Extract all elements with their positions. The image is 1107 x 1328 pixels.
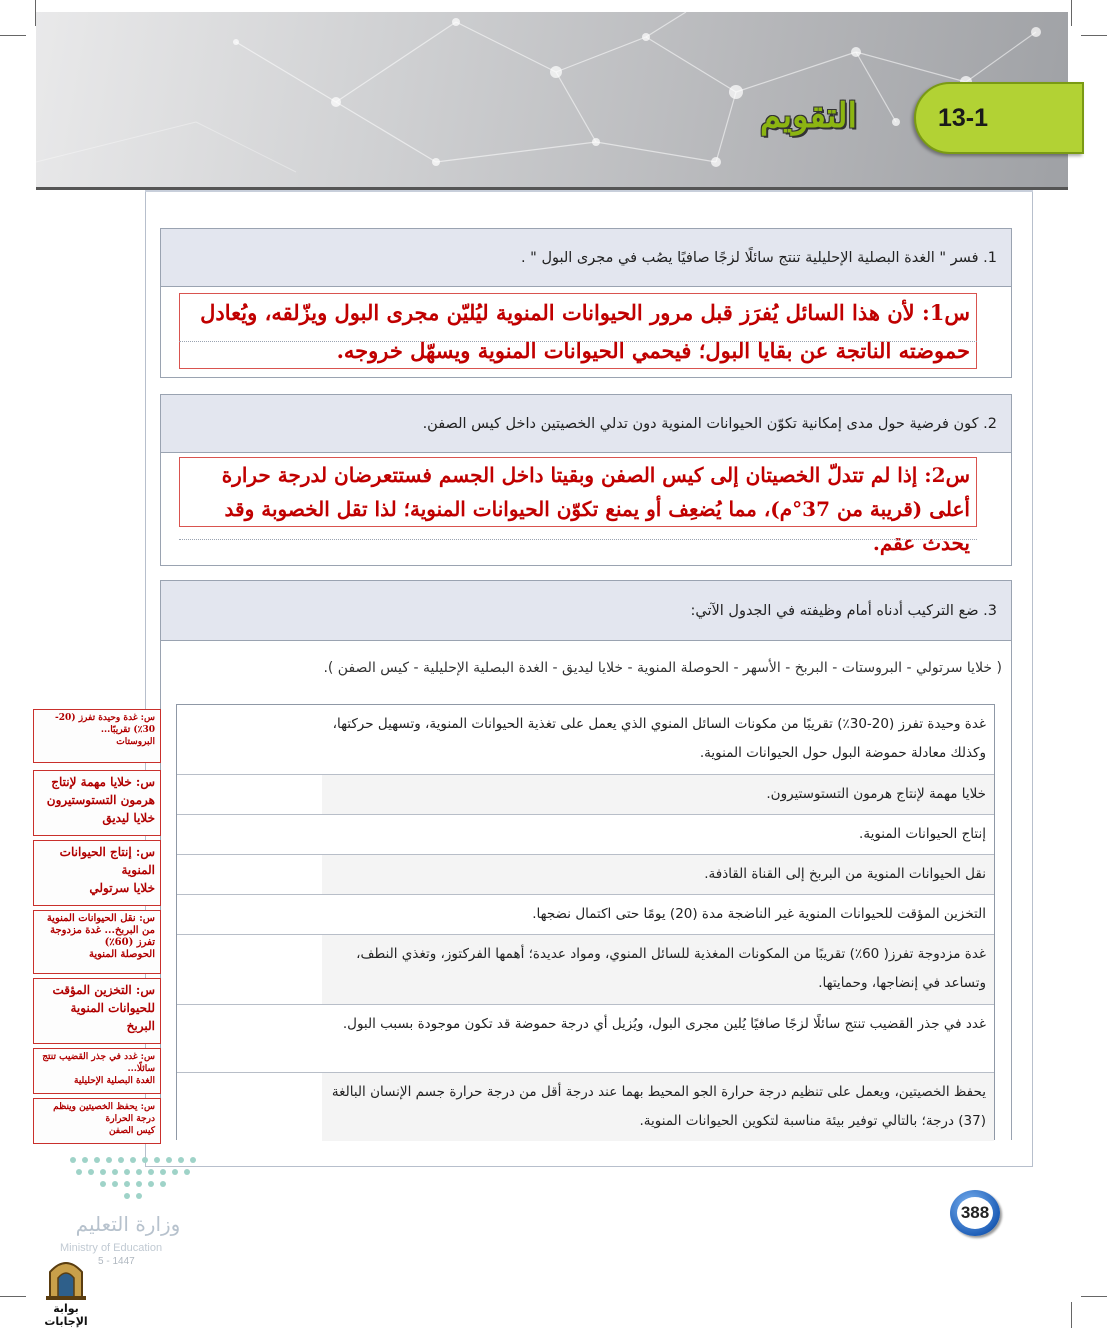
ministry-name-english: Ministry of Education — [60, 1242, 163, 1254]
ministry-year: 5 - 1447 — [98, 1256, 135, 1267]
table-cell-answer[interactable] — [177, 1005, 322, 1072]
margin-note — [33, 840, 161, 906]
portal-building-icon — [30, 1252, 102, 1302]
page-number: 388 — [957, 1197, 993, 1229]
table-cell-answer[interactable] — [177, 895, 322, 934]
page-number-badge — [946, 1188, 1010, 1238]
table-row — [177, 1073, 994, 1141]
table-row — [177, 815, 994, 855]
section-title: التقويم — [760, 96, 857, 136]
margin-note — [33, 978, 161, 1044]
table-cell-function: غدة وحيدة تفرز (20-30٪) تقريبًا من مكونات السائل المنوي الذي يعمل على تغذية الحيوانات المنوية، وتسهيل حركتها، وكذلك معادلة حموضة البول حول الحيوانات المنوية. — [320, 705, 994, 774]
crop-mark — [0, 1296, 26, 1297]
margin-note-question: س: غدة وحيدة تفرز (20-30٪) تقريبًا... — [55, 713, 155, 735]
table-cell-answer[interactable] — [177, 935, 322, 1004]
margin-note — [33, 1048, 161, 1094]
margin-note — [33, 770, 161, 836]
margin-note-answer: كيس الصفن — [108, 1126, 155, 1136]
lesson-number-tab — [914, 82, 1084, 154]
lesson-number: 13-1 — [938, 104, 989, 132]
crop-mark — [0, 35, 26, 36]
table-row — [177, 895, 994, 935]
table-row — [177, 705, 994, 775]
margin-note-question: س: إنتاج الحيوانات المنوية — [59, 845, 155, 877]
answer-line — [179, 539, 977, 540]
margin-note — [33, 1098, 161, 1144]
margin-note-question: س: غدد في جذر القضيب تنتج سائلًا... — [42, 1052, 155, 1074]
question-3-text: 3. ضع التركيب أدناه أمام وظيفته في الجدول الآتي: — [690, 602, 997, 619]
crop-mark — [1081, 35, 1107, 36]
table-cell-function: يحفظ الخصيتين، ويعمل على تنظيم درجة حرارة الجو المحيط بهما عند درجة أقل من درجة حرارة جسم الإنسان البالغة (37) درجة؛ بالتالي توفير بيئة مناسبة لتكوين الحيوانات المنوية. — [320, 1073, 994, 1141]
question-1-answer: س1: لأن هذا السائل يُفرَز قبل مرور الحيوانات المنوية ليُليّن مجرى البول ويزّلقه، ويُعادل حموضته الناتجة عن بقايا البول؛ فيحمي الحيوانات المنوية ويسهّل خروجه. — [179, 293, 977, 369]
table-cell-answer[interactable] — [177, 775, 322, 814]
crop-mark — [1071, 1302, 1072, 1328]
question-3-prompt — [161, 581, 1011, 641]
table-cell-answer[interactable] — [177, 855, 322, 894]
ministry-dots-icon — [63, 1150, 203, 1210]
margin-note — [33, 709, 161, 763]
question-1-box — [160, 228, 1012, 378]
table-row — [177, 855, 994, 895]
crop-mark — [1071, 0, 1072, 26]
answer-line — [179, 341, 977, 342]
table-row — [177, 775, 994, 815]
table-row — [177, 1005, 994, 1073]
margin-note-question: س: التخزين المؤقت للحيوانات المنوية — [52, 983, 155, 1015]
margin-note-question: س: نقل الحيوانات المنوية من البربخ... غدة مزدوجة تفرز (60٪) — [46, 913, 155, 948]
margin-note-question: س: يحفظ الخصيتين وينظم درجة الحرارة — [53, 1102, 155, 1124]
question-1-text: 1. فسر " الغدة البصلية الإحليلية تنتج سائلًا لزجًا صافيًا يصُب في مجرى البول " . — [520, 249, 997, 266]
question-2-answer: س2: إذا لم تتدلّ الخصيتان إلى كيس الصفن وبقيتا داخل الجسم فستتعرضان لدرجة حرارة أعلى (قريبة من 37°م)، مما يُضعِف أو يمنع تكوّن الحيوانات المنوية؛ لذا تقل الخصوبة وقد يحدث عقم. — [179, 457, 977, 527]
structures-table — [176, 704, 995, 1140]
question-2-box — [160, 394, 1012, 566]
table-row — [177, 935, 994, 1005]
table-cell-function: نقل الحيوانات المنوية من البربخ إلى القناة القاذفة. — [320, 855, 994, 894]
question-1-prompt — [161, 229, 1011, 287]
table-cell-function: إنتاج الحيوانات المنوية. — [320, 815, 994, 854]
structure-options: ( خلايا سرتولي - البروستات - البربخ - الأسهر - الحوصلة المنوية - خلايا ليديق - الغدة البصلية الإحليلية - كيس الصفن ). — [323, 660, 1002, 676]
panel-top-border — [145, 190, 1033, 192]
question-2-prompt — [161, 395, 1011, 453]
answers-portal-logo — [30, 1252, 102, 1328]
margin-note-answer: الغدة البصلية الإحليلية — [74, 1076, 155, 1086]
portal-label: بوابة الإجابات — [44, 1302, 88, 1328]
ministry-name-arabic: وزارة التعليم — [75, 1212, 181, 1236]
table-cell-function: غدة مزدوجة تفرز( 60٪) تقريبًا من المكونات المغذية للسائل المنوي، ومواد عديدة؛ أهمها الفركتوز، وتغذي النطف، وتساعد في إنضاجها، وحمايتها. — [320, 935, 994, 1004]
table-cell-function: التخزين المؤقت للحيوانات المنوية غير الناضجة مدة (20) يومًا حتى اكتمال نضجها. — [320, 895, 994, 934]
margin-note-answer: البروستات — [116, 737, 155, 747]
table-cell-function: غدد في جذر القضيب تنتج سائلًا لزجًا صافيًا يُلين مجرى البول، ويُزيل أي درجة حموضة قد تكون موجودة بسبب البول. — [320, 1005, 994, 1072]
margin-note-answer: خلايا ليديق — [102, 811, 155, 825]
margin-note-answer: خلايا سرتولي — [89, 881, 155, 895]
margin-note — [33, 910, 161, 974]
margin-note-question: س: خلايا مهمة لإنتاج هرمون التستوستيرون — [46, 775, 155, 807]
table-cell-answer[interactable] — [177, 815, 322, 854]
margin-note-answer: البربخ — [126, 1019, 155, 1033]
molecule-network-graphic — [36, 12, 1068, 190]
header-banner — [36, 12, 1068, 190]
table-cell-function: خلايا مهمة لإنتاج هرمون التستوستيرون. — [320, 775, 994, 814]
question-2-text: 2. كون فرضية حول مدى إمكانية تكوّن الحيوانات المنوية دون تدلي الخصيتين داخل كيس الصفن. — [422, 415, 997, 432]
table-cell-answer[interactable] — [177, 1073, 322, 1141]
table-cell-answer[interactable] — [177, 705, 322, 774]
crop-mark — [1081, 1296, 1107, 1297]
margin-note-answer: الحوصلة المنوية — [88, 949, 155, 960]
